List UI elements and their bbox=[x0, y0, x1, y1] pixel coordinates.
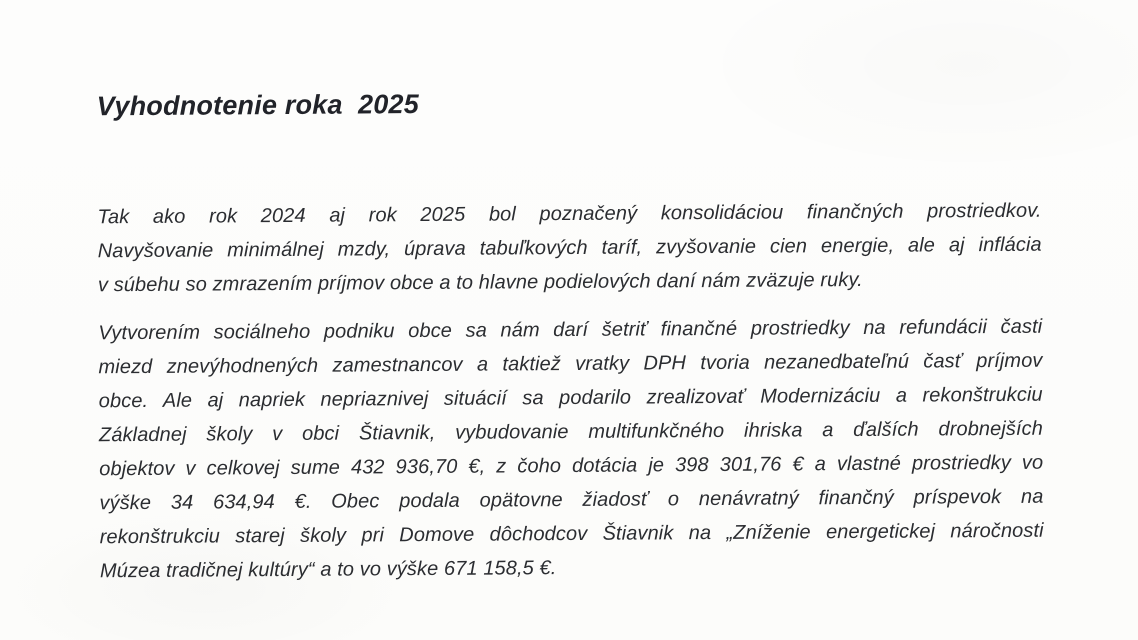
paragraph-social-enterprise bbox=[98, 310, 1044, 589]
text-line: Vytvorením sociálneho podniku obce sa nám darí šetriť finančné prostriedky na refundácii časti bbox=[98, 315, 1043, 345]
text-line: Základnej školy v obci Štiavnik, vybudovanie multifunkčného ihriska a ďalších drobnejších bbox=[98, 417, 1044, 447]
paragraph-consolidation bbox=[97, 194, 1042, 303]
text-line: miezd znevýhodnených zamestnancov a taktiež vratky DPH tvoria nezanedbateľnú časť príjmov bbox=[98, 349, 1043, 379]
text-line: Múzea tradičnej kultúry“ a to vo výške 671 158,5 €. bbox=[99, 557, 557, 583]
document-content bbox=[96, 0, 1044, 588]
text-line: objektov v celkovej sume 432 936,70 €, z čoho dotácia je 398 301,76 € a vlastné prostriedky vo bbox=[99, 451, 1044, 481]
document-title: Vyhodnotenie roka 2025 bbox=[96, 89, 420, 122]
text-line: obce. Ale aj napriek nepriaznivej situácií sa podarilo zrealizovať Modernizáciu a rekonštrukciu bbox=[98, 383, 1043, 413]
text-line: Tak ako rok 2024 aj rok 2025 bol poznačený konsolidáciou finančných prostriedkov. bbox=[97, 199, 1042, 229]
text-line: výške 34 634,94 €. Obec podala opätovne žiadosť o nenávratný finančný príspevok na bbox=[99, 485, 1044, 515]
text-line: Navyšovanie minimálnej mzdy, úprava tabuľkových taríf, zvyšovanie cien energie, ale aj inflácia bbox=[97, 233, 1042, 263]
text-line: rekonštrukciu starej školy pri Domove dôchodcov Štiavnik na „Zníženie energetickej náročnosti bbox=[99, 519, 1044, 549]
text-line: v súbehu so zmrazením príjmov obce a to hlavne podielových daní nám zväzuje ruky. bbox=[97, 268, 863, 297]
